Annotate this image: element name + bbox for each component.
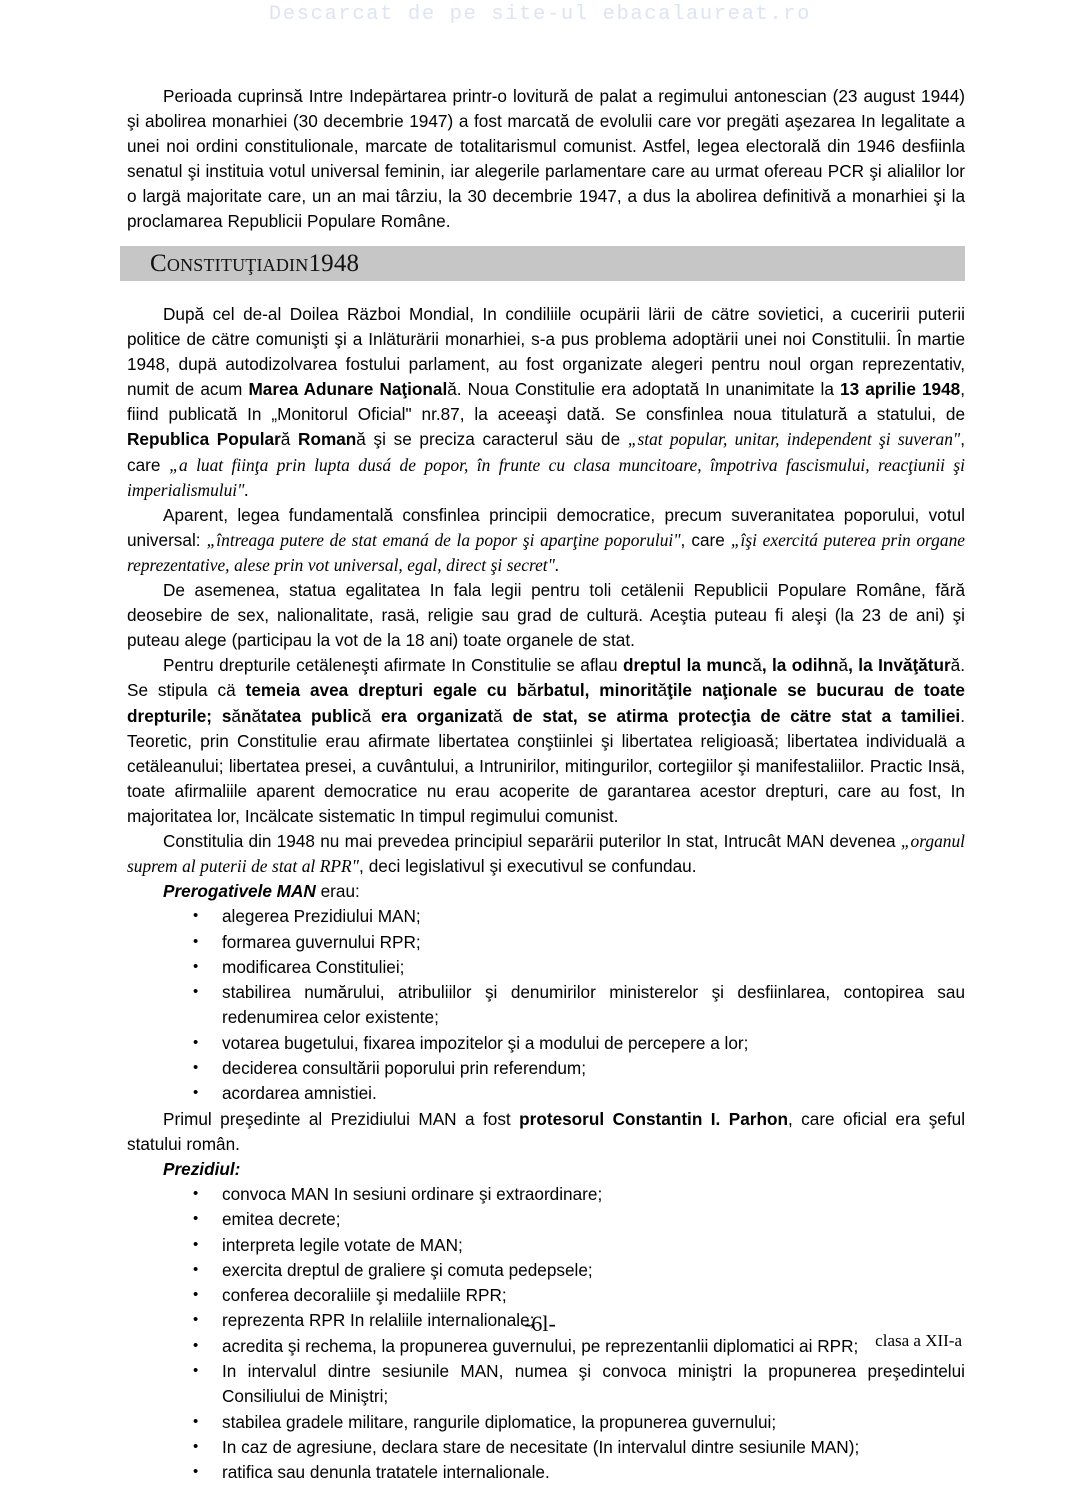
p4-bold3: , la Invăţătur	[848, 655, 951, 676]
p4-bold9: era organizat	[371, 705, 494, 726]
list-item-text: convoca MAN In sesiuni ordinare şi extraordinare;	[222, 1183, 603, 1204]
list-item-text: reprezenta RPR In relaliile internalionale;	[222, 1310, 535, 1331]
p4-part10: ă	[493, 705, 503, 726]
p4-part9: ă	[361, 705, 372, 726]
list-item	[127, 1182, 965, 1207]
intro-section	[127, 84, 965, 235]
list-item	[127, 930, 965, 955]
p4-bold5: rbatul, minorit	[536, 680, 658, 701]
list-item	[127, 1334, 965, 1359]
section-heading-title: Constituţiadin1948	[150, 249, 360, 277]
list-item-text: interpreta legile votate de MAN;	[222, 1234, 463, 1255]
list-item-text: exercita dreptul de graliere şi comuta pedepsele;	[222, 1259, 593, 1280]
p4-part2: ă	[752, 655, 762, 676]
p2-quote-2: „îşi exercitá puterea prin organe reprezentative, alese prin vot universal, egal, direct şi secret".	[127, 529, 965, 575]
list-item	[127, 904, 965, 929]
p1-quote-2: „a luat fiinţa prin lupta dusá de popor, în frunte cu clasa muncitoare, împotriva fascismului, reacţiunii şi imperialismului".	[127, 454, 966, 500]
p4-part8: ă	[251, 705, 262, 726]
p4-part11: . Teoretic, prin Constitulie erau afirmate libertatea conştiinlei şi libertatea religioasă; libertatea individualä a cetäleanului; libertatea presei, a cuvântului, a Intrunirilor, mitingurilor, cortegiilor şi manifestaliilor. Practic Insä, toate afirmaliile aparent democratice nu erau acoperite de garantarea acestor drepturi, care au fost, In majoritatea lor, Incälcate sistematic In timpul regimului comunist.	[127, 705, 965, 826]
prezidiul-list-title	[127, 1157, 965, 1182]
p4-part4: ă. Se stipula cä	[127, 655, 965, 701]
list-item-text: ratifica sau denunla tratatele internalionale.	[222, 1462, 550, 1483]
p5-part1: Constitulia din 1948 nu mai prevedea principiul separärii puterilor In stat, Intrucât MAN devenea	[163, 830, 901, 851]
p4-bold8: tatea public	[261, 705, 362, 726]
paragraph-4	[127, 653, 965, 829]
main-body	[127, 302, 965, 1485]
list-item-text: acredita şi rechema, la propunerea guvernului, pe reprezentanlii diplomatici ai RPR;	[222, 1335, 859, 1356]
paragraph-6	[127, 1107, 965, 1157]
list-item	[127, 1207, 965, 1232]
p5-part2: , deci legislativul şi executivul se confundau.	[358, 856, 697, 877]
list-item	[127, 1258, 965, 1283]
list-item-text: stabilirea numărului, atribuliilor şi denumirilor ministerelor şi desfiinlarea, contopirea sau redenumirea celor existente;	[222, 982, 965, 1028]
list-item	[127, 1283, 965, 1308]
list-item	[127, 1435, 965, 1460]
p1-bold1: Marea Adunare Naţional	[248, 379, 448, 400]
p4-part6: ă	[657, 680, 668, 701]
p2-quote-1: „întreaga putere de stat emaná de la popor şi aparţine poporului"	[206, 529, 681, 550]
p5-quote-1: „organul suprem al puterii de stat al RPR"	[127, 830, 965, 877]
p6-tail: , care oficial era şeful statului român.	[127, 1108, 966, 1154]
list-item-text: acordarea amnistiei.	[222, 1083, 377, 1104]
intro-paragraph: Perioada cuprinsă Intre Indepärtarea printr-o lovitură de palat a regimului antonescian (23 august 1944) şi abolirea monarhiei (30 decembrie 1947) a fost marcată de evolulii care vor pregäti aşezarea In legalitate a unei noi ordini constitulionale, marcate de totalitarismul comunist. Astfel, legea electorală din 1946 desfiinla senatul şi instituia votul universal feminin, iar alegerile parlamentare care au urmat ofereau PCR şi alialilor lor o largä majoritate care, un an mai târziu, la 30 decembrie 1947, a dus la abolirea definitivă a monarhiei şi la proclamarea Republicii Populare Române.	[127, 86, 965, 232]
p1-part5: ă şi se preciza caracterul säu de	[356, 429, 628, 450]
p6-lead: Primul preşedinte al Prezidiului MAN a fost	[163, 1108, 520, 1129]
p1-part4: ă	[280, 429, 299, 450]
p1-part2: ă. Noua Constitulie era adoptată In unanimitate la	[447, 379, 841, 400]
p6-bold-name: protesorul Constantin I. Parhon	[519, 1108, 788, 1129]
list-item-text: In intervalul dintre sesiunile MAN, numea şi convoca miniştri la propunerea preşedintelui Consiliului de Miniştri;	[222, 1360, 965, 1407]
p4-part1: Pentru drepturile cetäleneşti afirmate In Constitulie se aflau	[163, 655, 623, 676]
prerogative-title-emphasis: Prerogativele MAN	[163, 881, 316, 902]
list-item-text: conferea decoraliile şi medaliile RPR;	[222, 1285, 507, 1306]
p1-quote-1: „stat popular, unitar, independent şi suveran"	[627, 429, 961, 450]
page-number: -6l-	[524, 1311, 556, 1336]
p4-part7: ă	[231, 705, 241, 726]
p4-bold6: ţile naţionale se bucurau de toate drepturile; s	[127, 680, 965, 726]
p4-bold7: n	[240, 705, 252, 726]
prerogative-list	[127, 904, 965, 1106]
list-item	[127, 980, 965, 1031]
list-item	[127, 1359, 965, 1410]
paragraph-3: De asemenea, statua egalitatea In fala legii pentru toli cetälenii Republicii Populare Române, fără deosebire de sex, nalionalitate, rasä, religie sau grad de culturä. Aceştia puteau fi aleşi (la 23 de ani) şi puteau alege (participau la vot de la 18 ani) toate organele de stat.	[127, 580, 965, 651]
watermark-text: Descarcat de pe site-ul ebacalaureat.ro	[268, 3, 812, 26]
prerogative-title-tail: erau:	[315, 881, 360, 902]
list-item	[127, 1410, 965, 1435]
p1-part3: , fiind publicată In „Monitorul Oficial" nr.87, la aceeaşi dată. Se consfinlea noua titulatură a statului, de	[127, 379, 965, 425]
section-heading-band	[120, 246, 965, 281]
p4-bold4: temeia avea drepturi egale cu b	[245, 680, 528, 701]
p4-part3: ă	[838, 655, 849, 676]
list-item	[127, 1081, 965, 1106]
list-item-text: votarea bugetului, fixarea impozitelor şi a modului de percepere a lor;	[222, 1032, 749, 1053]
list-item-text: formarea guvernului RPR;	[222, 931, 421, 952]
p2-part2: , care	[680, 529, 731, 550]
list-item	[127, 955, 965, 980]
p1-part1: După cel de-al Doilea Räzboi Mondial, In condiliile ocupärii lärii de cätre sovietici, a cuceririi puterii politice de cätre comunişti şi a Inläturärii monarhiei, s-a pus problema adoptärii unei noi Constitulii. În martie 1948, dupä autodizolvarea fostului parlament, au fost organizate alegeri pentru noul organ reprezentativ, numit de acum	[127, 304, 965, 400]
list-item	[127, 1031, 965, 1056]
list-item	[127, 1056, 965, 1081]
p1-bold2: 13 aprilie 1948	[840, 379, 961, 400]
p4-bold2: , la odihn	[761, 655, 839, 676]
prerogative-list-title	[127, 879, 965, 904]
list-item-text: In caz de agresiune, declara stare de necesitate (In intervalul dintre sesiunile MAN);	[222, 1436, 860, 1457]
paragraph-1	[127, 302, 965, 503]
p2-part1: Aparent, legea fundamentală consfinlea principii democratice, precum suveranitatea poporului, votul universal:	[127, 504, 965, 550]
paragraph-2	[127, 503, 965, 578]
p4-bold10: de stat, se atirma protecţia de cätre stat a tamiliei	[502, 705, 961, 726]
footer-class-label: clasa a XII-a	[875, 1331, 962, 1350]
prezidiul-title-emphasis: Prezidiul:	[163, 1158, 241, 1179]
list-item	[127, 1233, 965, 1258]
list-item-text: alegerea Prezidiului MAN;	[222, 906, 421, 927]
p1-bold3: Republica Popular	[127, 429, 281, 450]
p4-part5: ă	[527, 680, 537, 701]
p4-bold1: dreptul la munc	[622, 655, 753, 676]
p1-bold4: Roman	[298, 429, 357, 450]
p1-part6: , care	[127, 429, 965, 475]
paragraph-5	[127, 829, 965, 879]
list-item	[127, 1460, 965, 1485]
list-item-text: emitea decrete;	[222, 1209, 341, 1230]
list-item-text: stabilea gradele militare, rangurile diplomatice, la propunerea guvernului;	[222, 1411, 777, 1432]
list-item-text: deciderea consultării poporului prin referendum;	[222, 1058, 587, 1079]
list-item-text: modificarea Constituliei;	[222, 956, 405, 977]
